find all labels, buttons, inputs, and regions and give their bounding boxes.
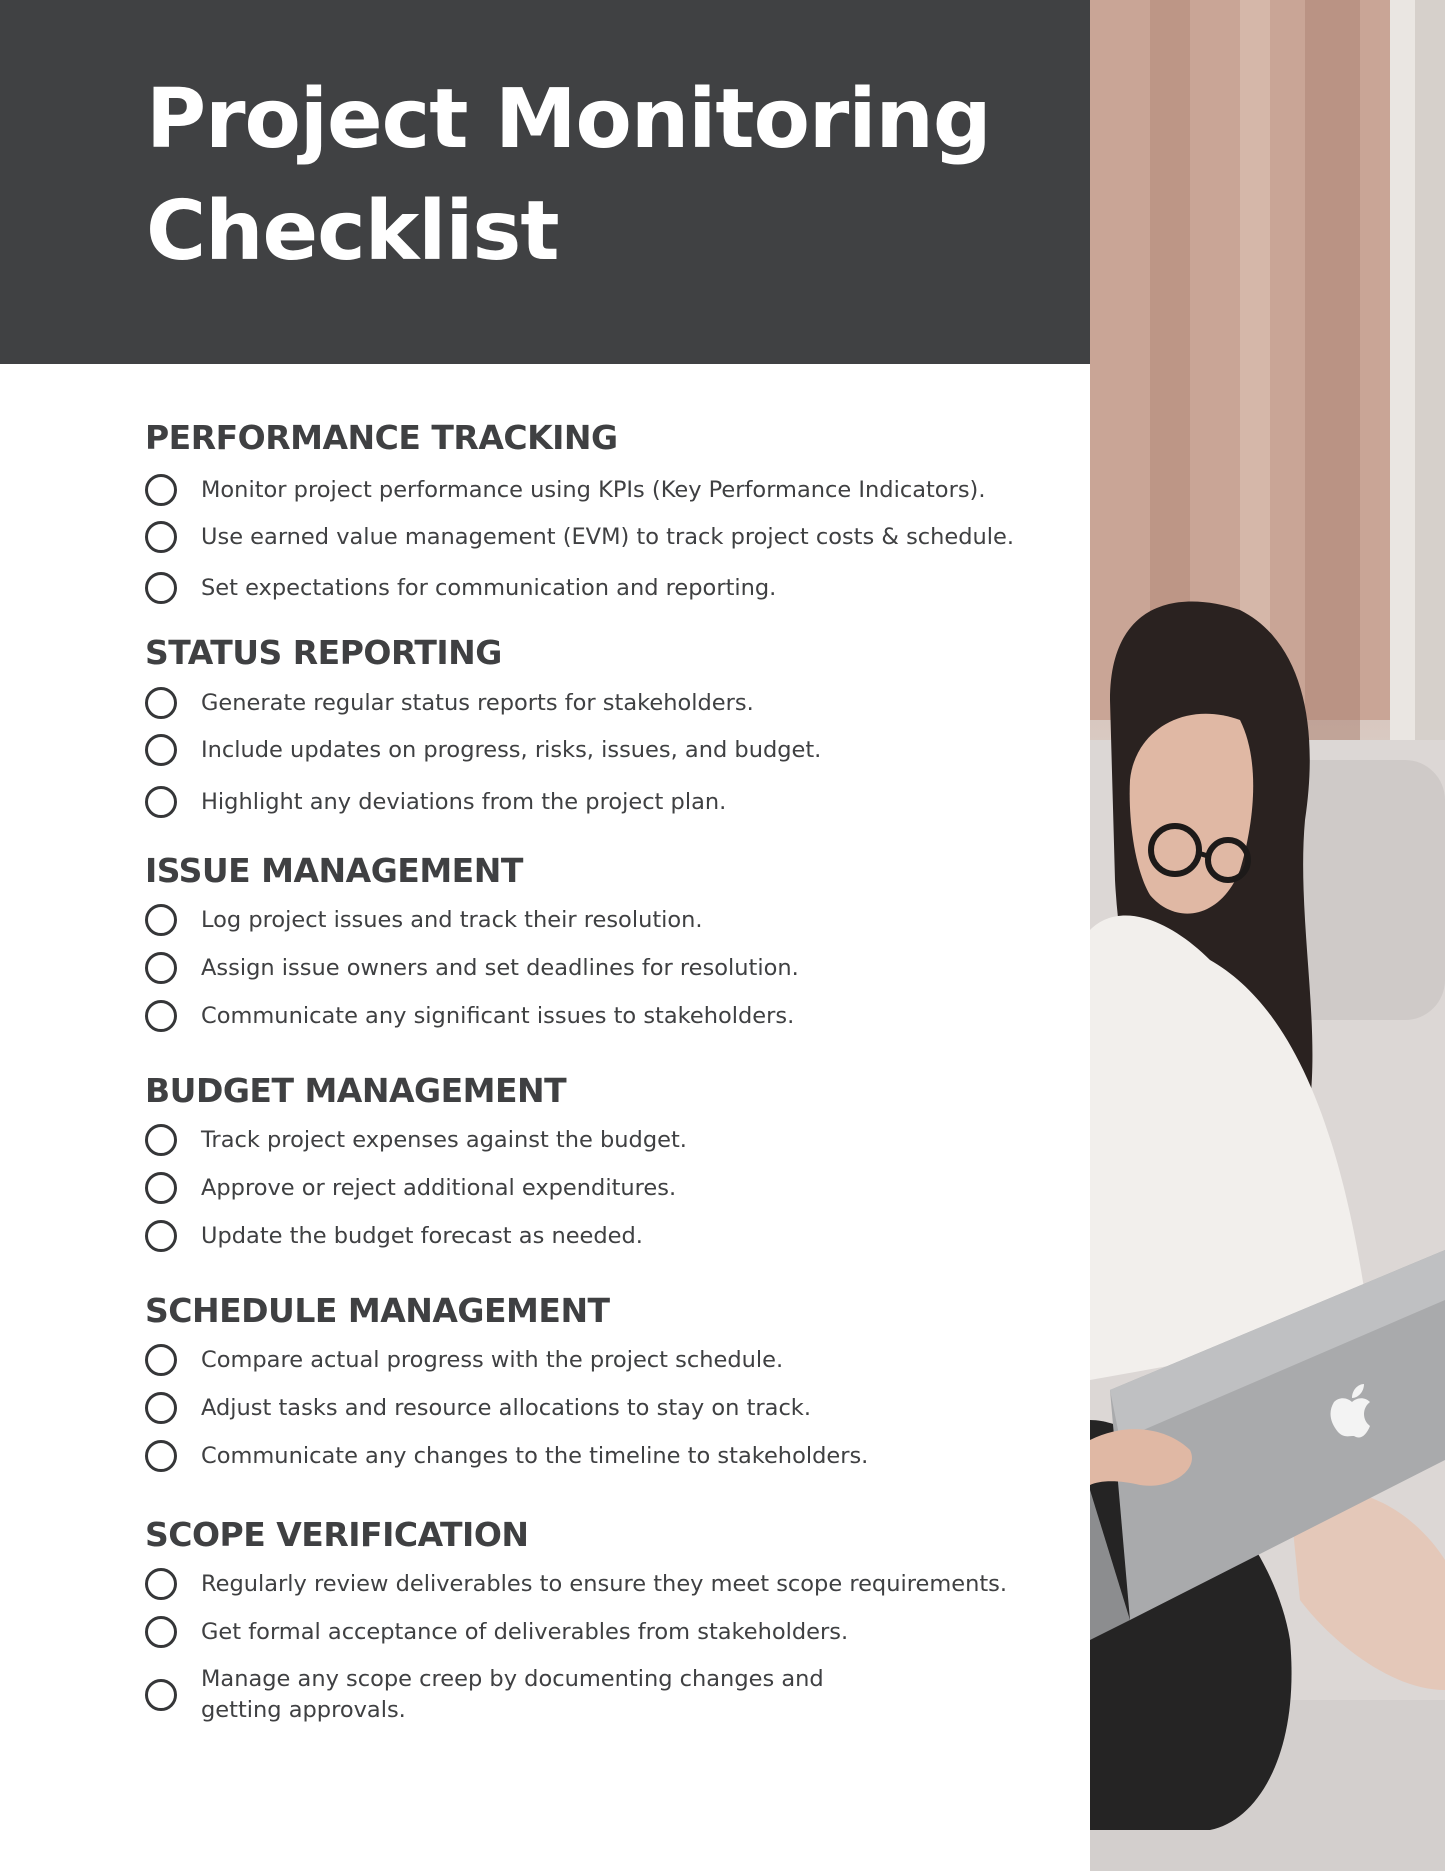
checklist-item-text: Manage any scope creep by documenting changes and getting approvals. xyxy=(201,1666,824,1723)
page-title xyxy=(146,64,991,288)
page-title-line-2: Checklist xyxy=(146,184,559,279)
checklist-item-text: Communicate any changes to the timeline to stakeholders. xyxy=(201,1442,869,1469)
checklist-item-text: Assign issue owners and set deadlines for resolution. xyxy=(201,954,799,981)
section-title-performance-tracking: PERFORMANCE TRACKING xyxy=(145,418,618,457)
checklist-item[interactable] xyxy=(145,1440,868,1472)
checklist-item-text: Track project expenses against the budget. xyxy=(201,1126,687,1153)
page-title-line-1: Project Monitoring xyxy=(146,72,991,167)
checklist-item-text: Highlight any deviations from the project plan. xyxy=(201,788,727,815)
section-title-schedule-management: SCHEDULE MANAGEMENT xyxy=(145,1291,610,1330)
checklist-item-text: Get formal acceptance of deliverables from stakeholders. xyxy=(201,1618,849,1645)
checkbox-circle[interactable] xyxy=(145,786,177,818)
checkbox-circle[interactable] xyxy=(145,1616,177,1648)
checklist-item-text: Update the budget forecast as needed. xyxy=(201,1222,643,1249)
checklist-item[interactable] xyxy=(145,786,726,818)
section-title-scope-verification: SCOPE VERIFICATION xyxy=(145,1515,529,1554)
checklist-item-text: Generate regular status reports for stakeholders. xyxy=(201,689,754,716)
checklist-item-text: Monitor project performance using KPIs (Key Performance Indicators). xyxy=(201,476,986,503)
checkbox-circle[interactable] xyxy=(145,1440,177,1472)
checkbox-circle[interactable] xyxy=(145,952,177,984)
checklist-item-text: Approve or reject additional expenditures. xyxy=(201,1174,677,1201)
checkbox-circle[interactable] xyxy=(145,687,177,719)
checkbox-circle[interactable] xyxy=(145,1392,177,1424)
checklist-item[interactable] xyxy=(145,734,821,766)
checklist-item[interactable] xyxy=(145,1344,783,1376)
checklist-item[interactable] xyxy=(145,1392,811,1424)
checklist-item-text: Compare actual progress with the project schedule. xyxy=(201,1346,784,1373)
checklist-item[interactable] xyxy=(145,904,703,936)
checklist-item-text: Set expectations for communication and reporting. xyxy=(201,574,777,601)
checkbox-circle[interactable] xyxy=(145,1679,177,1711)
checklist-item[interactable] xyxy=(145,1172,676,1204)
checklist-item-text: Adjust tasks and resource allocations to stay on track. xyxy=(201,1394,811,1421)
checklist-item[interactable] xyxy=(145,1220,643,1252)
checklist-item-text: Communicate any significant issues to stakeholders. xyxy=(201,1002,795,1029)
checklist-item[interactable] xyxy=(145,572,776,604)
checkbox-circle[interactable] xyxy=(145,1568,177,1600)
checklist-item[interactable] xyxy=(145,1664,901,1726)
checklist-item[interactable] xyxy=(145,952,799,984)
photo-illustration xyxy=(1090,0,1445,1871)
checkbox-circle[interactable] xyxy=(145,904,177,936)
checklist-item-text: Use earned value management (EVM) to track project costs & schedule. xyxy=(201,523,1015,550)
checkbox-circle[interactable] xyxy=(145,1000,177,1032)
checklist-item[interactable] xyxy=(145,521,1014,553)
checkbox-circle[interactable] xyxy=(145,1344,177,1376)
checklist-item[interactable] xyxy=(145,474,985,506)
checkbox-circle[interactable] xyxy=(145,734,177,766)
checklist-item[interactable] xyxy=(145,687,754,719)
section-title-issue-management: ISSUE MANAGEMENT xyxy=(145,851,523,890)
checklist-item[interactable] xyxy=(145,1568,1007,1600)
checkbox-circle[interactable] xyxy=(145,1220,177,1252)
checkbox-circle[interactable] xyxy=(145,1124,177,1156)
checklist-item[interactable] xyxy=(145,1000,794,1032)
checklist-item[interactable] xyxy=(145,1616,848,1648)
checkbox-circle[interactable] xyxy=(145,572,177,604)
checkbox-circle[interactable] xyxy=(145,1172,177,1204)
checkbox-circle[interactable] xyxy=(145,474,177,506)
checklist-item[interactable] xyxy=(145,1124,687,1156)
header-banner xyxy=(0,0,1090,364)
checkbox-circle[interactable] xyxy=(145,521,177,553)
checklist-item-text: Log project issues and track their resolution. xyxy=(201,906,703,933)
person-with-laptop-photo xyxy=(1090,0,1445,1871)
checklist-item-text: Regularly review deliverables to ensure they meet scope requirements. xyxy=(201,1570,1008,1597)
section-title-budget-management: BUDGET MANAGEMENT xyxy=(145,1071,567,1110)
checklist-item-text: Include updates on progress, risks, issues, and budget. xyxy=(201,736,822,763)
section-title-status-reporting: STATUS REPORTING xyxy=(145,633,502,672)
